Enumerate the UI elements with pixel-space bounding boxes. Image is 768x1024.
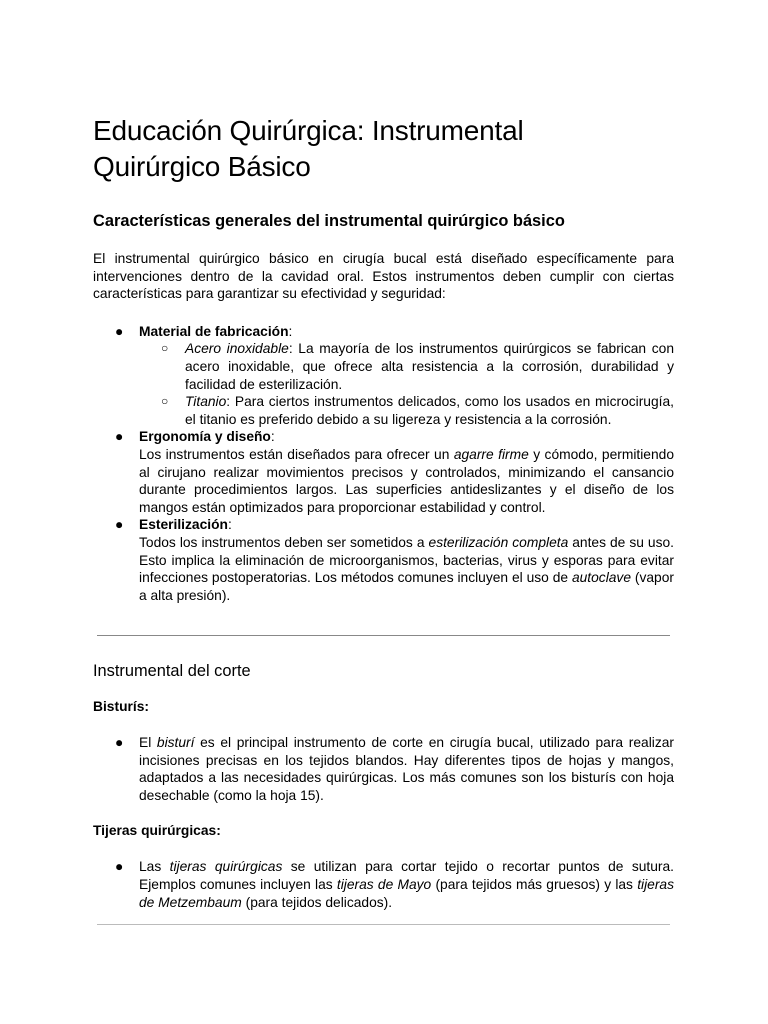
item-text: antes de su uso. Esto implica la eliminación de microorganismos, bacterias, virus y esporas para evitar infecciones postoperatorias. Los métodos comunes incluyen el uso de bbox=[139, 534, 674, 586]
material-sublist bbox=[139, 340, 674, 428]
item-emphasis: agarre firme bbox=[453, 446, 529, 462]
item-colon: : bbox=[227, 517, 232, 533]
list-item-esterilizacion bbox=[93, 516, 674, 604]
horizontal-rule bbox=[97, 635, 670, 636]
item-text: Las bbox=[139, 859, 170, 875]
title-line-1: Educación Quirúrgica: Instrumental bbox=[93, 115, 524, 146]
item-emphasis: esterilización completa bbox=[428, 534, 569, 550]
hollow-bullet-icon: ○ bbox=[161, 394, 169, 409]
horizontal-rule-bottom bbox=[97, 924, 670, 925]
tijeras-list bbox=[93, 858, 674, 911]
item-term: Acero inoxidable bbox=[185, 341, 289, 357]
item-text: El bbox=[139, 735, 157, 750]
bullet-icon: ● bbox=[115, 859, 124, 875]
intro-paragraph: El instrumental quirúrgico básico en cirugía bucal está diseñado específicamente para intervenciones dentro de la cavidad oral. Estos instrumentos deben cumplir con ciertas características para garantizar su efectividad y seguridad: bbox=[93, 251, 674, 302]
item-text: Los instrumentos están diseñados para ofrecer un bbox=[139, 446, 454, 462]
document-page bbox=[93, 113, 674, 604]
bullet-icon: ● bbox=[115, 429, 124, 445]
item-colon: : bbox=[288, 323, 293, 339]
list-item-material bbox=[93, 323, 674, 429]
sublist-item-acero bbox=[139, 340, 674, 393]
item-text: (para tejidos más gruesos) y las bbox=[431, 876, 638, 892]
item-term: Titanio bbox=[185, 394, 227, 410]
item-text: : La mayoría de los instrumentos quirúrgicos se fabrican con acero inoxidable, que ofrece alta resistencia a la corrosión, durabilidad y facilidad de esterilización. bbox=[185, 341, 674, 392]
subheading-tijeras: Tijeras quirúrgicas: bbox=[93, 823, 221, 839]
sublist-item-titanio bbox=[139, 393, 674, 428]
bisturis-list bbox=[93, 734, 674, 804]
item-text: (vapor a alta presión). bbox=[139, 570, 674, 603]
item-text: Todos los instrumentos deben ser sometidos a bbox=[139, 534, 429, 550]
item-label: Material de fabricación bbox=[139, 323, 289, 339]
list-item-ergonomia bbox=[93, 428, 674, 516]
document-title bbox=[93, 113, 674, 185]
item-text: es el principal instrumento de corte en cirugía bucal, utilizado para realizar incisiones precisas en los tejidos blandos. Hay diferentes tipos de hojas y mangos, adaptados a las necesidades quirúrgicas. Los más comunes son los bisturís con hoja desechable (como la hoja 15). bbox=[139, 735, 674, 803]
item-colon: : bbox=[270, 429, 275, 445]
bullet-icon: ● bbox=[115, 323, 124, 339]
item-text: (para tejidos delicados). bbox=[241, 894, 393, 910]
subheading-bisturis: Bisturís: bbox=[93, 699, 149, 714]
item-text: se utilizan para cortar tejido o recortar puntos de sutura. Ejemplos comunes incluyen las bbox=[139, 859, 674, 892]
item-label: Esterilización bbox=[139, 517, 228, 533]
list-item-bisturi bbox=[93, 734, 674, 804]
title-line-2: Quirúrgico Básico bbox=[93, 151, 311, 182]
hollow-bullet-icon: ○ bbox=[161, 341, 169, 356]
section-heading-corte: Instrumental del corte bbox=[93, 662, 251, 680]
list-item-tijeras bbox=[93, 858, 674, 911]
item-emphasis: tijeras quirúrgicas bbox=[169, 859, 283, 875]
item-text: : Para ciertos instrumentos delicados, como los usados en microcirugía, el titanio es preferido debido a su ligereza y resistencia a la corrosión. bbox=[185, 394, 674, 427]
section-heading-caracteristicas: Características generales del instrumental quirúrgico básico bbox=[93, 212, 565, 230]
item-emphasis: bisturí bbox=[156, 735, 195, 750]
item-emphasis: autoclave bbox=[571, 570, 631, 586]
item-emphasis: tijeras de Mayo bbox=[336, 876, 432, 892]
bullet-icon: ● bbox=[115, 517, 124, 533]
item-label: Ergonomía y diseño bbox=[139, 429, 271, 445]
section-instrumental-corte bbox=[93, 660, 674, 911]
bullet-icon: ● bbox=[115, 735, 124, 750]
item-emphasis: tijeras de Metzembaum bbox=[139, 876, 674, 910]
characteristics-list bbox=[93, 323, 674, 605]
item-text: y cómodo, permitiendo al cirujano realizar movimientos precisos y controlados, minimizando el cansancio durante procedimientos largos. Las superficies antideslizantes y el diseño de los mangos están optimizados para proporcionar estabilidad y control. bbox=[139, 446, 675, 515]
